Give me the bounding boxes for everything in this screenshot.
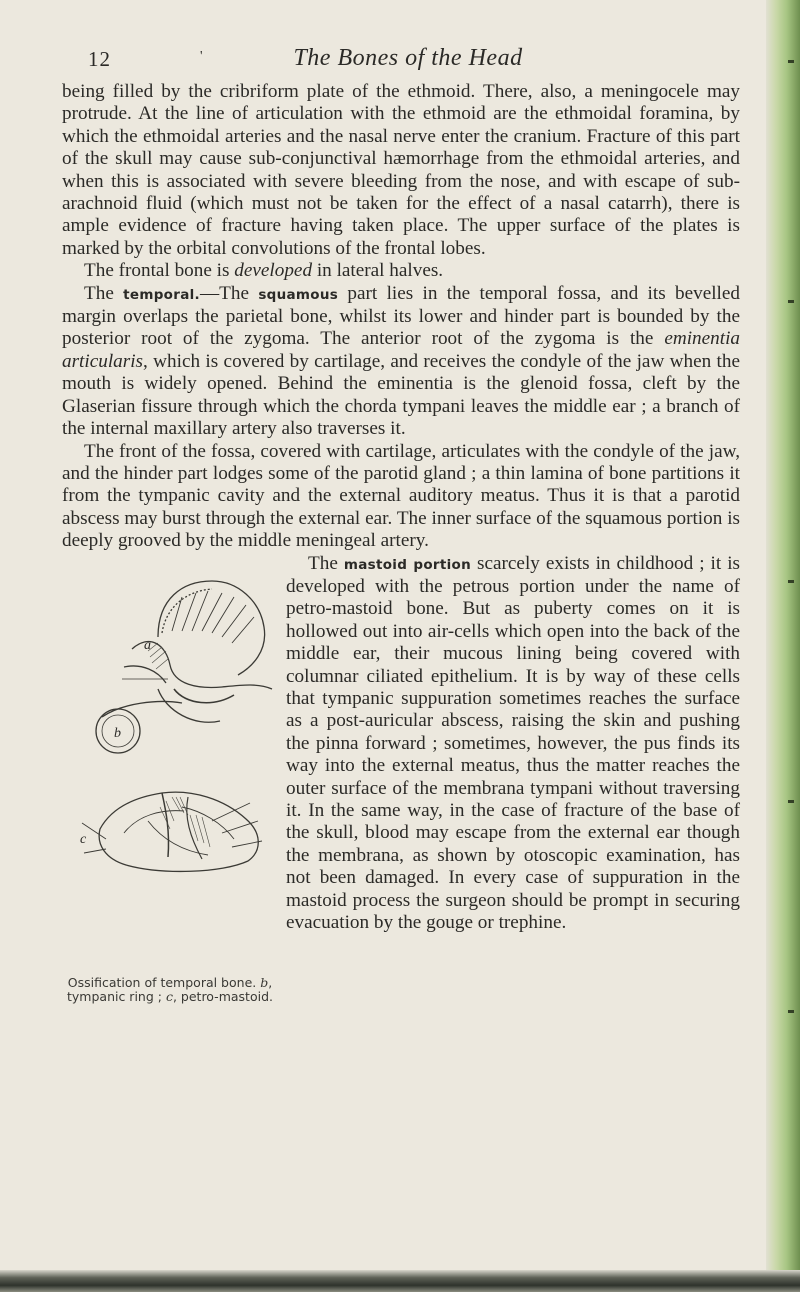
- figure-label-c: c: [80, 831, 87, 847]
- header-mark: ': [200, 49, 203, 64]
- text-span: , which is covered by cartilage, and receives the condyle of the jaw when the mouth is widely opened. Behind the eminentia is the glenoid fossa, cleft by the Glaserian fissure through which the chorda tympani leaves the middle ear ; a branch of the internal maxillary artery also traverses it.: [62, 350, 740, 440]
- figure-label-a: a: [144, 637, 151, 653]
- text-span: part lies in the temporal fossa, and its bevelled margin overlaps the parietal bone, whilst its lower and hinder part is bounded by the posterior root of the zygoma. The anterior root of the zygoma is the: [62, 282, 740, 350]
- term-squamous: squamous: [258, 286, 339, 303]
- text-span: The: [308, 552, 344, 574]
- edge-mark: [788, 1010, 794, 1013]
- text-span: The frontal bone is: [84, 260, 235, 282]
- paragraph-glenoid-fossa: The front of the fossa, covered with cartilage, articulates with the condyle of the jaw, and the hinder part lodges some of the parotid gland ; a thin lamina of bone partitions it from the tympanic cavity and the external auditory meatus. Thus it is that a parotid abscess may burst through the external ear. The inner surface of the squamous portion is deeply grooved by the middle meningeal artery.: [62, 440, 740, 552]
- paragraph-ethmoid: being filled by the cribriform plate of the ethmoid. There, also, a meningocele may protrude. At the line of articulation with the ethmoid are the ethmoidal foramina, by which the ethmoidal arteries and the nasal nerve enter the cranium. Fracture of this part of the skull may cause sub-conjunctival hæmorrhage from the ethmoidal arteries, and when this is associated with severe bleeding from the nose, and with escape of sub-arachnoid fluid (which must not be taken for the effect of a nasal catarrh), there is ample evidence of fracture having taken place. The upper surface of the plates is marked by the orbital convolutions of the frontal lobes.: [62, 81, 740, 259]
- page-edge-binding: [766, 0, 800, 1292]
- text-span: The: [84, 282, 124, 304]
- caption-letter-c: c: [165, 988, 173, 1004]
- ossification-figure: [62, 571, 278, 1021]
- edge-mark: [788, 300, 794, 303]
- text-span: —The: [199, 282, 259, 304]
- page-bottom-edge: [0, 1270, 800, 1292]
- text-span: in lateral halves.: [312, 260, 444, 282]
- page-header: [88, 47, 728, 81]
- page-number: 12: [88, 47, 111, 71]
- term-mastoid-portion: mastoid portion: [343, 556, 472, 573]
- caption-letter-b: b: [260, 974, 269, 990]
- emphasis-developed: developed: [234, 260, 313, 282]
- edge-mark: [788, 580, 794, 583]
- figure-label-b: b: [114, 725, 121, 741]
- emphasis-eminentia: eminentia articularis: [62, 328, 740, 372]
- caption-text-c: , petro-mastoid.: [172, 988, 273, 1004]
- caption-title: Ossification of temporal bone.: [67, 974, 257, 990]
- paragraph-temporal: [62, 283, 740, 441]
- temporal-bone-illustration: [62, 571, 278, 1001]
- paragraph-frontal-development: [62, 260, 740, 282]
- text-span: scarcely exists in childhood ; it is developed with the petrous portion under the name of petro-mastoid bone. But as puberty comes on it is hollowed out into air-cells which open into the back of the middle ear, their mucous lining being covered with columnar ciliated epithelium. It is by way of these cells that tympanic suppuration sometimes reaches the surface as a post-auricular abscess, raising the skin and pushing the pinna forward ; sometimes, however, the pus finds its way into the external meatus, thus the matter reaches the outer surface of the membrana tympani without traversing it. In the same way, in the case of fracture of the base of the skull, blood may escape from the external ear though the membrana, as shown by otoscopic examination, has not been damaged. In every case of suppuration in the mastoid process the surgeon should be prompt in securing evacuation by the gouge or trephine.: [286, 552, 740, 934]
- term-temporal: temporal.: [123, 286, 200, 303]
- edge-mark: [788, 800, 794, 803]
- running-title: The Bones of the Head: [293, 45, 523, 71]
- edge-mark: [788, 60, 794, 63]
- caption-text-b: , tympanic ring ;: [67, 974, 273, 1004]
- figure-caption: [56, 976, 284, 1004]
